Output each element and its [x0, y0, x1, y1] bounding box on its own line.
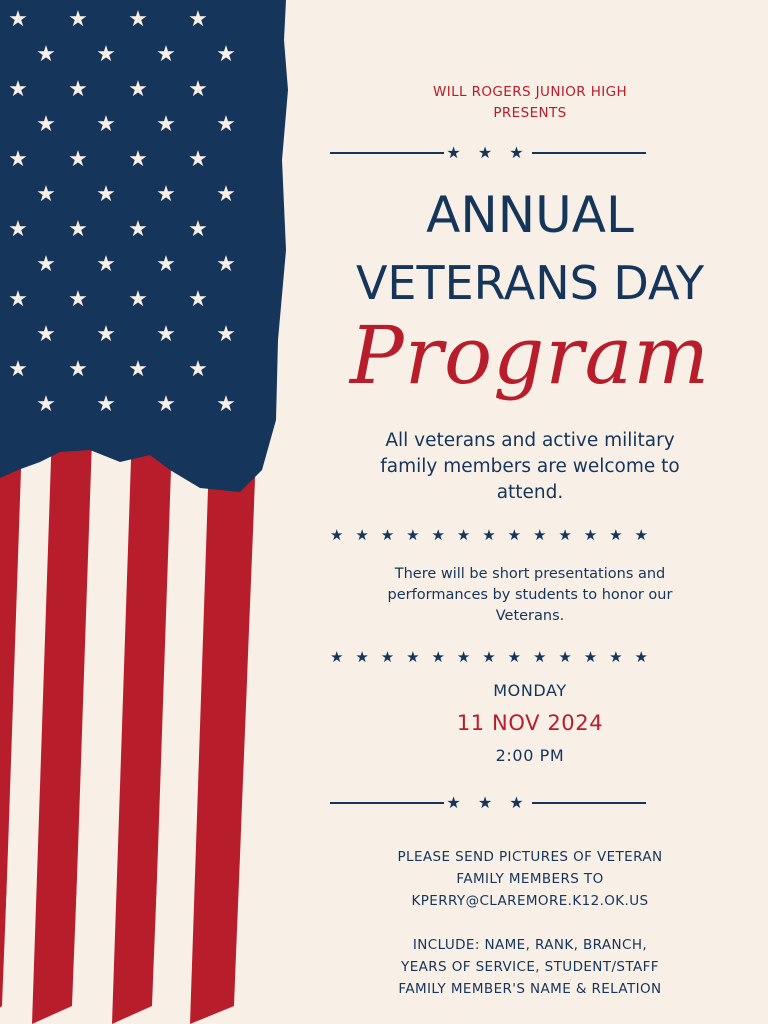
title-annual: ANNUAL: [426, 186, 634, 244]
star-row-divider: [330, 526, 648, 544]
title-veterans-day: VETERANS DAY: [355, 256, 705, 310]
flag-star-icon: ★: [96, 322, 116, 347]
flag-star-icon: ★: [128, 77, 148, 102]
star-icon: ★: [406, 648, 420, 666]
star-icon-group: ★ ★ ★: [446, 143, 530, 162]
divider-line: [532, 152, 646, 154]
flag-star-icon: ★: [68, 7, 88, 32]
include-info-text: [310, 934, 750, 1000]
flag-star-icon: ★: [188, 287, 208, 312]
star-icon: ★: [583, 648, 598, 666]
star-icon: ★: [406, 526, 420, 544]
include-line: YEARS OF SERVICE, STUDENT/STAFF: [401, 959, 659, 975]
star-icon: ★: [533, 526, 547, 544]
flag-star-icon: ★: [156, 322, 176, 347]
star-icon: ★: [355, 526, 369, 544]
flag-star-icon: ★: [216, 252, 236, 277]
star-icon: ★: [456, 648, 471, 666]
flag-star-icon: ★: [68, 77, 88, 102]
presentations-text: [310, 564, 750, 627]
event-day: MONDAY: [493, 681, 567, 700]
presenter-line: WILL ROGERS JUNIOR HIGH: [432, 84, 628, 100]
flag-star-icon: ★: [36, 392, 56, 417]
flag-star-icon: ★: [156, 392, 176, 417]
flag-star-icon: ★: [128, 147, 148, 172]
flag-star-icon: ★: [188, 77, 208, 102]
send-line: FAMILY MEMBERS TO: [456, 871, 604, 887]
star-icon: ★: [431, 648, 445, 666]
welcome-line: All veterans and active military: [385, 430, 675, 451]
send-pictures-text: [310, 846, 750, 912]
flag-star-icon: ★: [128, 287, 148, 312]
american-flag-illustration: [0, 0, 300, 1024]
flag-star-icon: ★: [156, 42, 176, 67]
star-icon: ★: [482, 648, 496, 666]
flag-star-icon: ★: [96, 112, 116, 137]
send-line: PLEASE SEND PICTURES OF VETERAN: [397, 849, 663, 865]
presenter-text: [310, 82, 750, 124]
flag-star-icon: ★: [36, 252, 56, 277]
divider-line: [532, 802, 646, 804]
star-row-divider: [330, 648, 648, 666]
welcome-text: [310, 428, 750, 506]
star-icon: ★: [634, 526, 648, 544]
presentations-line: There will be short presentations and: [394, 566, 666, 582]
star-icon-group: ★ ★ ★: [446, 793, 530, 812]
presentations-line: performances by students to honor our: [387, 587, 673, 603]
flag-star-icon: ★: [188, 217, 208, 242]
flag-star-icon: ★: [96, 252, 116, 277]
star-icon: ★: [583, 526, 598, 544]
flag-star-icon: ★: [8, 147, 28, 172]
flag-star-icon: ★: [96, 392, 116, 417]
star-icon: ★: [431, 526, 445, 544]
flag-star-icon: ★: [216, 322, 236, 347]
top-divider: [330, 143, 646, 163]
star-icon: ★: [533, 648, 547, 666]
flag-star-icon: ★: [8, 7, 28, 32]
welcome-line: family members are welcome to: [380, 456, 680, 477]
flag-star-icon: ★: [156, 252, 176, 277]
star-icon: ★: [330, 648, 344, 666]
flag-star-icon: ★: [156, 182, 176, 207]
flag-star-icon: ★: [8, 357, 28, 382]
star-icon: ★: [355, 648, 369, 666]
flag-star-icon: ★: [216, 112, 236, 137]
star-icon: ★: [507, 648, 522, 666]
flag-star-icon: ★: [68, 147, 88, 172]
flag-star-icon: ★: [216, 42, 236, 67]
flag-star-icon: ★: [188, 147, 208, 172]
bottom-divider: [330, 793, 646, 813]
star-icon: ★: [507, 526, 522, 544]
flag-star-icon: ★: [68, 357, 88, 382]
presentations-line: Veterans.: [495, 608, 565, 624]
title-program: Program: [349, 309, 711, 402]
event-time: 2:00 PM: [495, 746, 565, 765]
email-address: KPERRY@CLAREMORE.K12.OK.US: [411, 893, 649, 909]
flag-star-icon: ★: [96, 182, 116, 207]
flag-star-icon: ★: [156, 112, 176, 137]
event-date: 11 NOV 2024: [456, 711, 604, 735]
flag-star-icon: ★: [68, 217, 88, 242]
flag-star-icon: ★: [128, 357, 148, 382]
flag-star-icon: ★: [188, 7, 208, 32]
flag-star-icon: ★: [8, 287, 28, 312]
flag-star-icon: ★: [216, 182, 236, 207]
include-line: FAMILY MEMBER'S NAME & RELATION: [398, 981, 662, 997]
flag-star-icon: ★: [188, 357, 208, 382]
flag-star-icon: ★: [36, 112, 56, 137]
presenter-line: PRESENTS: [493, 105, 567, 121]
flag-star-icon: ★: [36, 322, 56, 347]
flag-star-icon: ★: [96, 42, 116, 67]
flag-star-icon: ★: [128, 217, 148, 242]
star-icon: ★: [558, 648, 572, 666]
flag-star-icon: ★: [216, 392, 236, 417]
star-icon: ★: [609, 526, 623, 544]
flag-star-icon: ★: [36, 42, 56, 67]
star-icon: ★: [456, 526, 471, 544]
star-icon: ★: [380, 526, 395, 544]
include-line: INCLUDE: NAME, RANK, BRANCH,: [412, 937, 648, 953]
star-icon: ★: [330, 526, 344, 544]
star-icon: ★: [634, 648, 648, 666]
flag-star-icon: ★: [36, 182, 56, 207]
star-icon: ★: [558, 526, 572, 544]
flag-star-icon: ★: [68, 287, 88, 312]
star-icon: ★: [380, 648, 395, 666]
star-icon: ★: [482, 526, 496, 544]
flag-star-icon: ★: [8, 77, 28, 102]
welcome-line: attend.: [496, 482, 564, 503]
flag-star-icon: ★: [128, 7, 148, 32]
star-icon: ★: [609, 648, 623, 666]
flag-star-icon: ★: [8, 217, 28, 242]
